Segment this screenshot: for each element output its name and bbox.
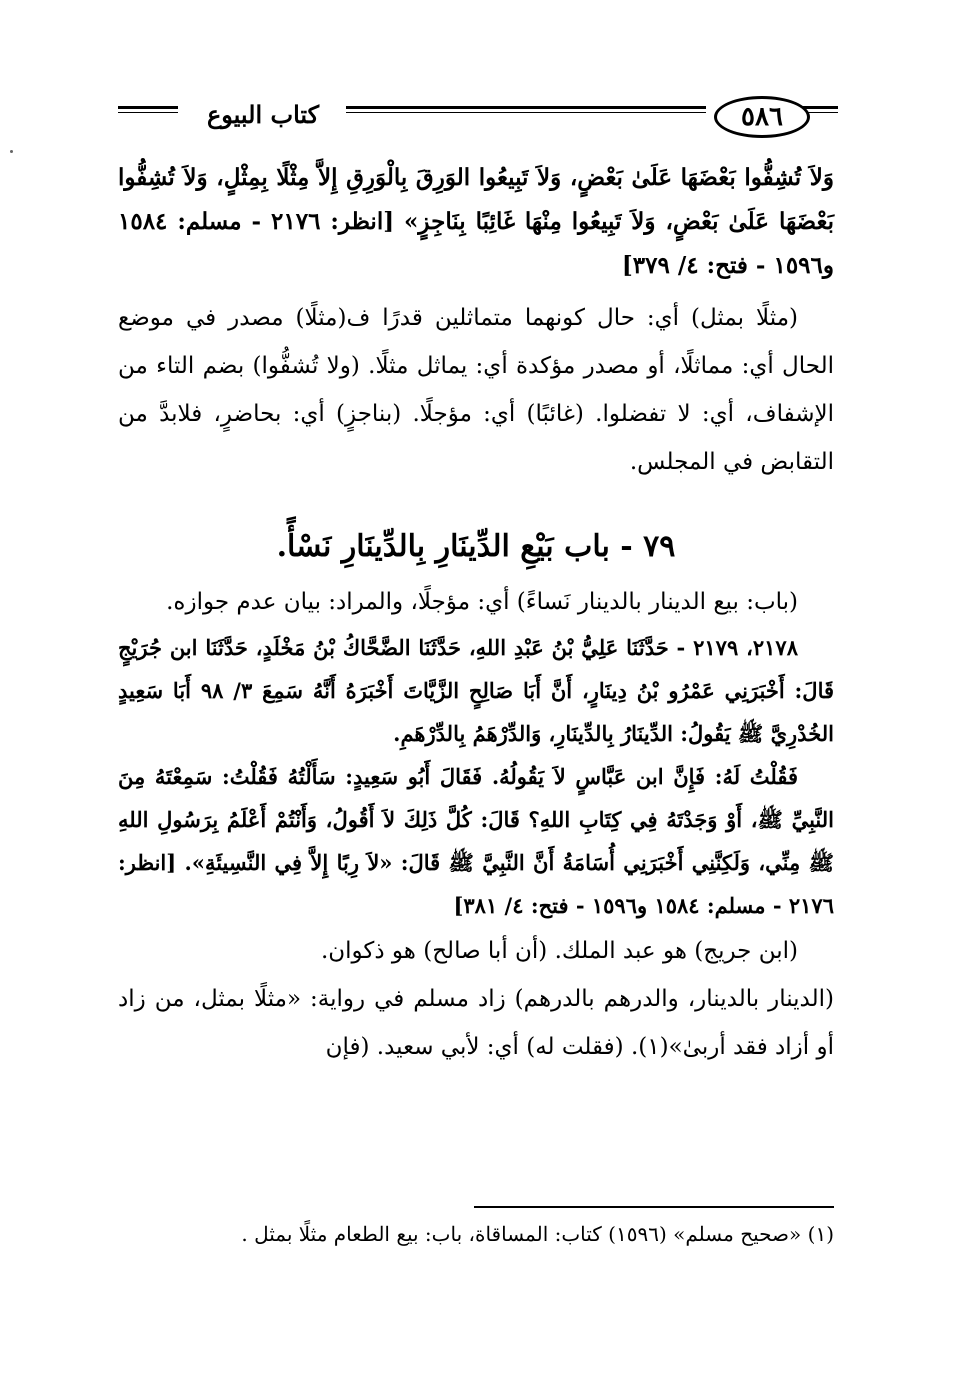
chapter-heading: ٧٩ - باب بَيْعِ الدِّينَارِ بِالدِّينَارِ نَسْأً. xyxy=(276,529,676,564)
hadith-text: ٢١٧٨، ٢١٧٩ - حَدَّثَنَا عَلِيُّ بْنُ عَبْدِ اللهِ، حَدَّثَنَا الضَّحَّاكُ بْنُ مَخْلَدٍ، حَدَّثَنَا ابن جُرَيْجٍ قَالَ: أَخْبَرَنِي عَمْرُو بْنُ دِينَارٍ، أَنَّ أَبَا صَالِحٍ الزَّيَّاتَ أَخْبَرَهُ أَنَّهُ سَمِعَ ٣/ ٩٨ أَبَا سَعِيدٍ الخُدْرِيَّ ﷺ يَقُولُ: الدِّينَارُ بِالدِّينَارِ، وَالدِّرْهَمُ بِالدِّرْهَمِ. xyxy=(118,635,835,746)
footnote-separator xyxy=(474,1206,834,1208)
hadith-continuation: وَلاَ تُشِفُّوا بَعْضَهَا عَلَىٰ بَعْضٍ، وَلاَ تَبِيعُوا الوَرِقَ بِالْوَرِقِ إِلاَّ مِثْلًا بِمِثْلٍ، وَلاَ تُشِفُّوا بَعْضَهَا عَلَىٰ بَعْضٍ، وَلاَ تَبِيعُوا مِنْهَا غَائِبًا بِنَاجِزٍ» [انظر: ٢١٧٦ - مسلم: ١٥٨٤ و١٥٩٦ - فتح: ٤/ ٣٧٩] xyxy=(118,164,834,279)
header-rule-left-thick xyxy=(118,106,178,109)
page-header xyxy=(118,92,838,142)
commentary-hadith: (الدينار بالدينار، والدرهم بالدرهم) زاد مسلم في رواية: «مثلًا بمثل، من زاد أو أزاد فقد أربىٰ»(١). (فقلت له) أي: لأبي سعيد. (فإن xyxy=(118,986,834,1060)
header-rule-middle-thick xyxy=(346,106,706,109)
header-rule-middle-thin xyxy=(346,112,706,113)
scan-speck xyxy=(10,150,13,153)
main-text xyxy=(118,156,834,1071)
hadith-text-continued: فَقُلْتُ لَهُ: فَإِنَّ ابن عَبَّاسٍ لاَ يَقُولُهُ. فَقَالَ أَبُو سَعِيدٍ: سَأَلْتُهُ فَقُلْتُ: سَمِعْتَهُ مِنَ النَّبِيِّ ﷺ، أَوْ وَجَدْتَهُ فِي كِتَابِ اللهِ؟ قَالَ: كُلَّ ذَلِكَ لاَ أَقُولُ، وَأَنْتُمْ أَعْلَمُ بِرَسُولِ اللهِ ﷺ مِنِّي، وَلَكِنَّنِي أَخْبَرَنِي أُسَامَةُ أَنَّ النَّبِيَّ ﷺ قَالَ: «لاَ رِبًا إِلاَّ فِي النَّسِيئَةِ». [انظر: ٢١٧٦ - مسلم: ١٥٨٤ و١٥٩٦ - فتح: ٤/ ٣٨١] xyxy=(118,764,834,918)
running-title: كتاب البيوع xyxy=(188,100,338,130)
footnote: (١) «صحيح مسلم» (١٥٩٦) كتاب: المساقاة، باب: بيع الطعام مثلًا بمثل . xyxy=(241,1222,834,1246)
chapter-explanation: (باب: بيع الدينار بالدينار نَساءً) أي: مؤجلًا، والمراد: بيان عدم جوازه. xyxy=(166,589,798,615)
page-number: ٥٨٦ xyxy=(714,96,810,138)
header-rule-left-thin xyxy=(118,112,178,113)
commentary-narrators: (ابن جريج) هو عبد الملك. (أن أبا صالح) هو ذكوان. xyxy=(320,938,798,964)
commentary-paragraph: (مثلًا بمثل) أي: حال كونهما متماثلين قدرًا ف(مثلًا) مصدر في موضع الحال أي: مماثلًا، أو مصدر مؤكدة أي: يماثل مثلًا. (ولا تُشفُّوا) بضم التاء من الإشفاف، أي: لا تفضلوا. (غائبًا) أي: مؤجلًا. (بناجزٍ) أي: بحاضرٍ، فلابدَّ من التقابض في المجلس. xyxy=(118,305,834,475)
